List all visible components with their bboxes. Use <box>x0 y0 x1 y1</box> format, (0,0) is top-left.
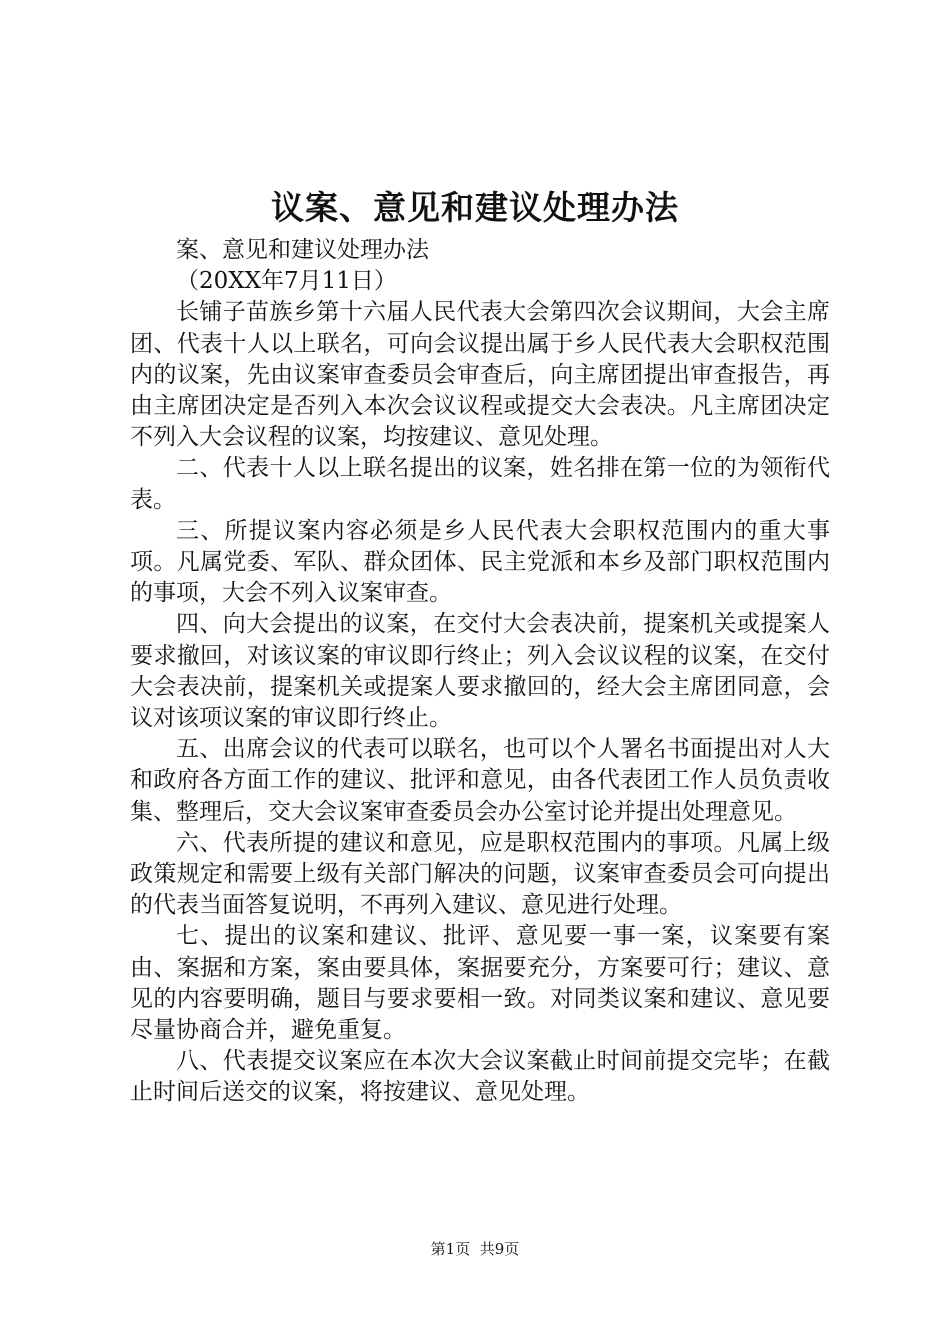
page-footer <box>0 1239 950 1259</box>
body-paragraph-6: 六、代表所提的建议和意见，应是职权范围内的事项。凡属上级政策规定和需要上级有关部门解决的问题，议案审查委员会可向提出的代表当面答复说明，不再列入建议、意见进行处理。 <box>130 829 830 919</box>
body-paragraph-7: 七、提出的议案和建议、批评、意见要一事一案，议案要有案由、案据和方案，案由要具体，案据要充分，方案要可行；建议、意见的内容要明确，题目与要求要相一致。对同类议案和建议、意见要尽量协商合并，避免重复。 <box>130 923 830 1044</box>
document-body <box>130 235 830 1109</box>
footer-separator <box>470 1240 480 1258</box>
subtitle-paragraph: 案、意见和建议处理办法 <box>176 237 429 263</box>
date-paragraph: （20XX年7月11日） <box>176 268 397 295</box>
body-paragraph-8: 八、代表提交议案应在本次大会议案截止时间前提交完毕；在截止时间后送交的议案，将按建议、意见处理。 <box>130 1048 830 1106</box>
page-total: 共9页 <box>479 1240 520 1258</box>
document-title: 议案、意见和建议处理办法 <box>271 188 679 227</box>
body-paragraph-5: 五、出席会议的代表可以联名，也可以个人署名书面提出对人大和政府各方面工作的建议、批评和意见，由各代表团工作人员负责收集、整理后，交大会议案审查委员会办公室讨论并提出处理意见。 <box>130 736 830 825</box>
page-number: 第1页 <box>430 1240 471 1258</box>
body-paragraph-4: 四、向大会提出的议案，在交付大会表决前，提案机关或提案人要求撤回，对该议案的审议即行终止；列入会议议程的议案，在交付大会表决前，提案机关或提案人要求撤回的，经大会主席团同意，会议对该项议案的审议即行终止。 <box>130 611 830 732</box>
body-paragraph-3: 三、所提议案内容必须是乡人民代表大会职权范围内的重大事项。凡属党委、军队、群众团体、民主党派和本乡及部门职权范围内的事项，大会不列入议案审查。 <box>130 517 830 607</box>
body-paragraph-2: 二、代表十人以上联名提出的议案，姓名排在第一位的为领衔代表。 <box>130 455 830 513</box>
body-paragraph-intro: 长铺子苗族乡第十六届人民代表大会第四次会议期间，大会主席团、代表十人以上联名，可向会议提出属于乡人民代表大会职权范围内的议案，先由议案审查委员会审查后，向主席团提出审查报告，再由主席团决定是否列入本次会议议程或提交大会表决。凡主席团决定不列入大会议程的议案，均按建议、意见处理。 <box>130 299 830 451</box>
